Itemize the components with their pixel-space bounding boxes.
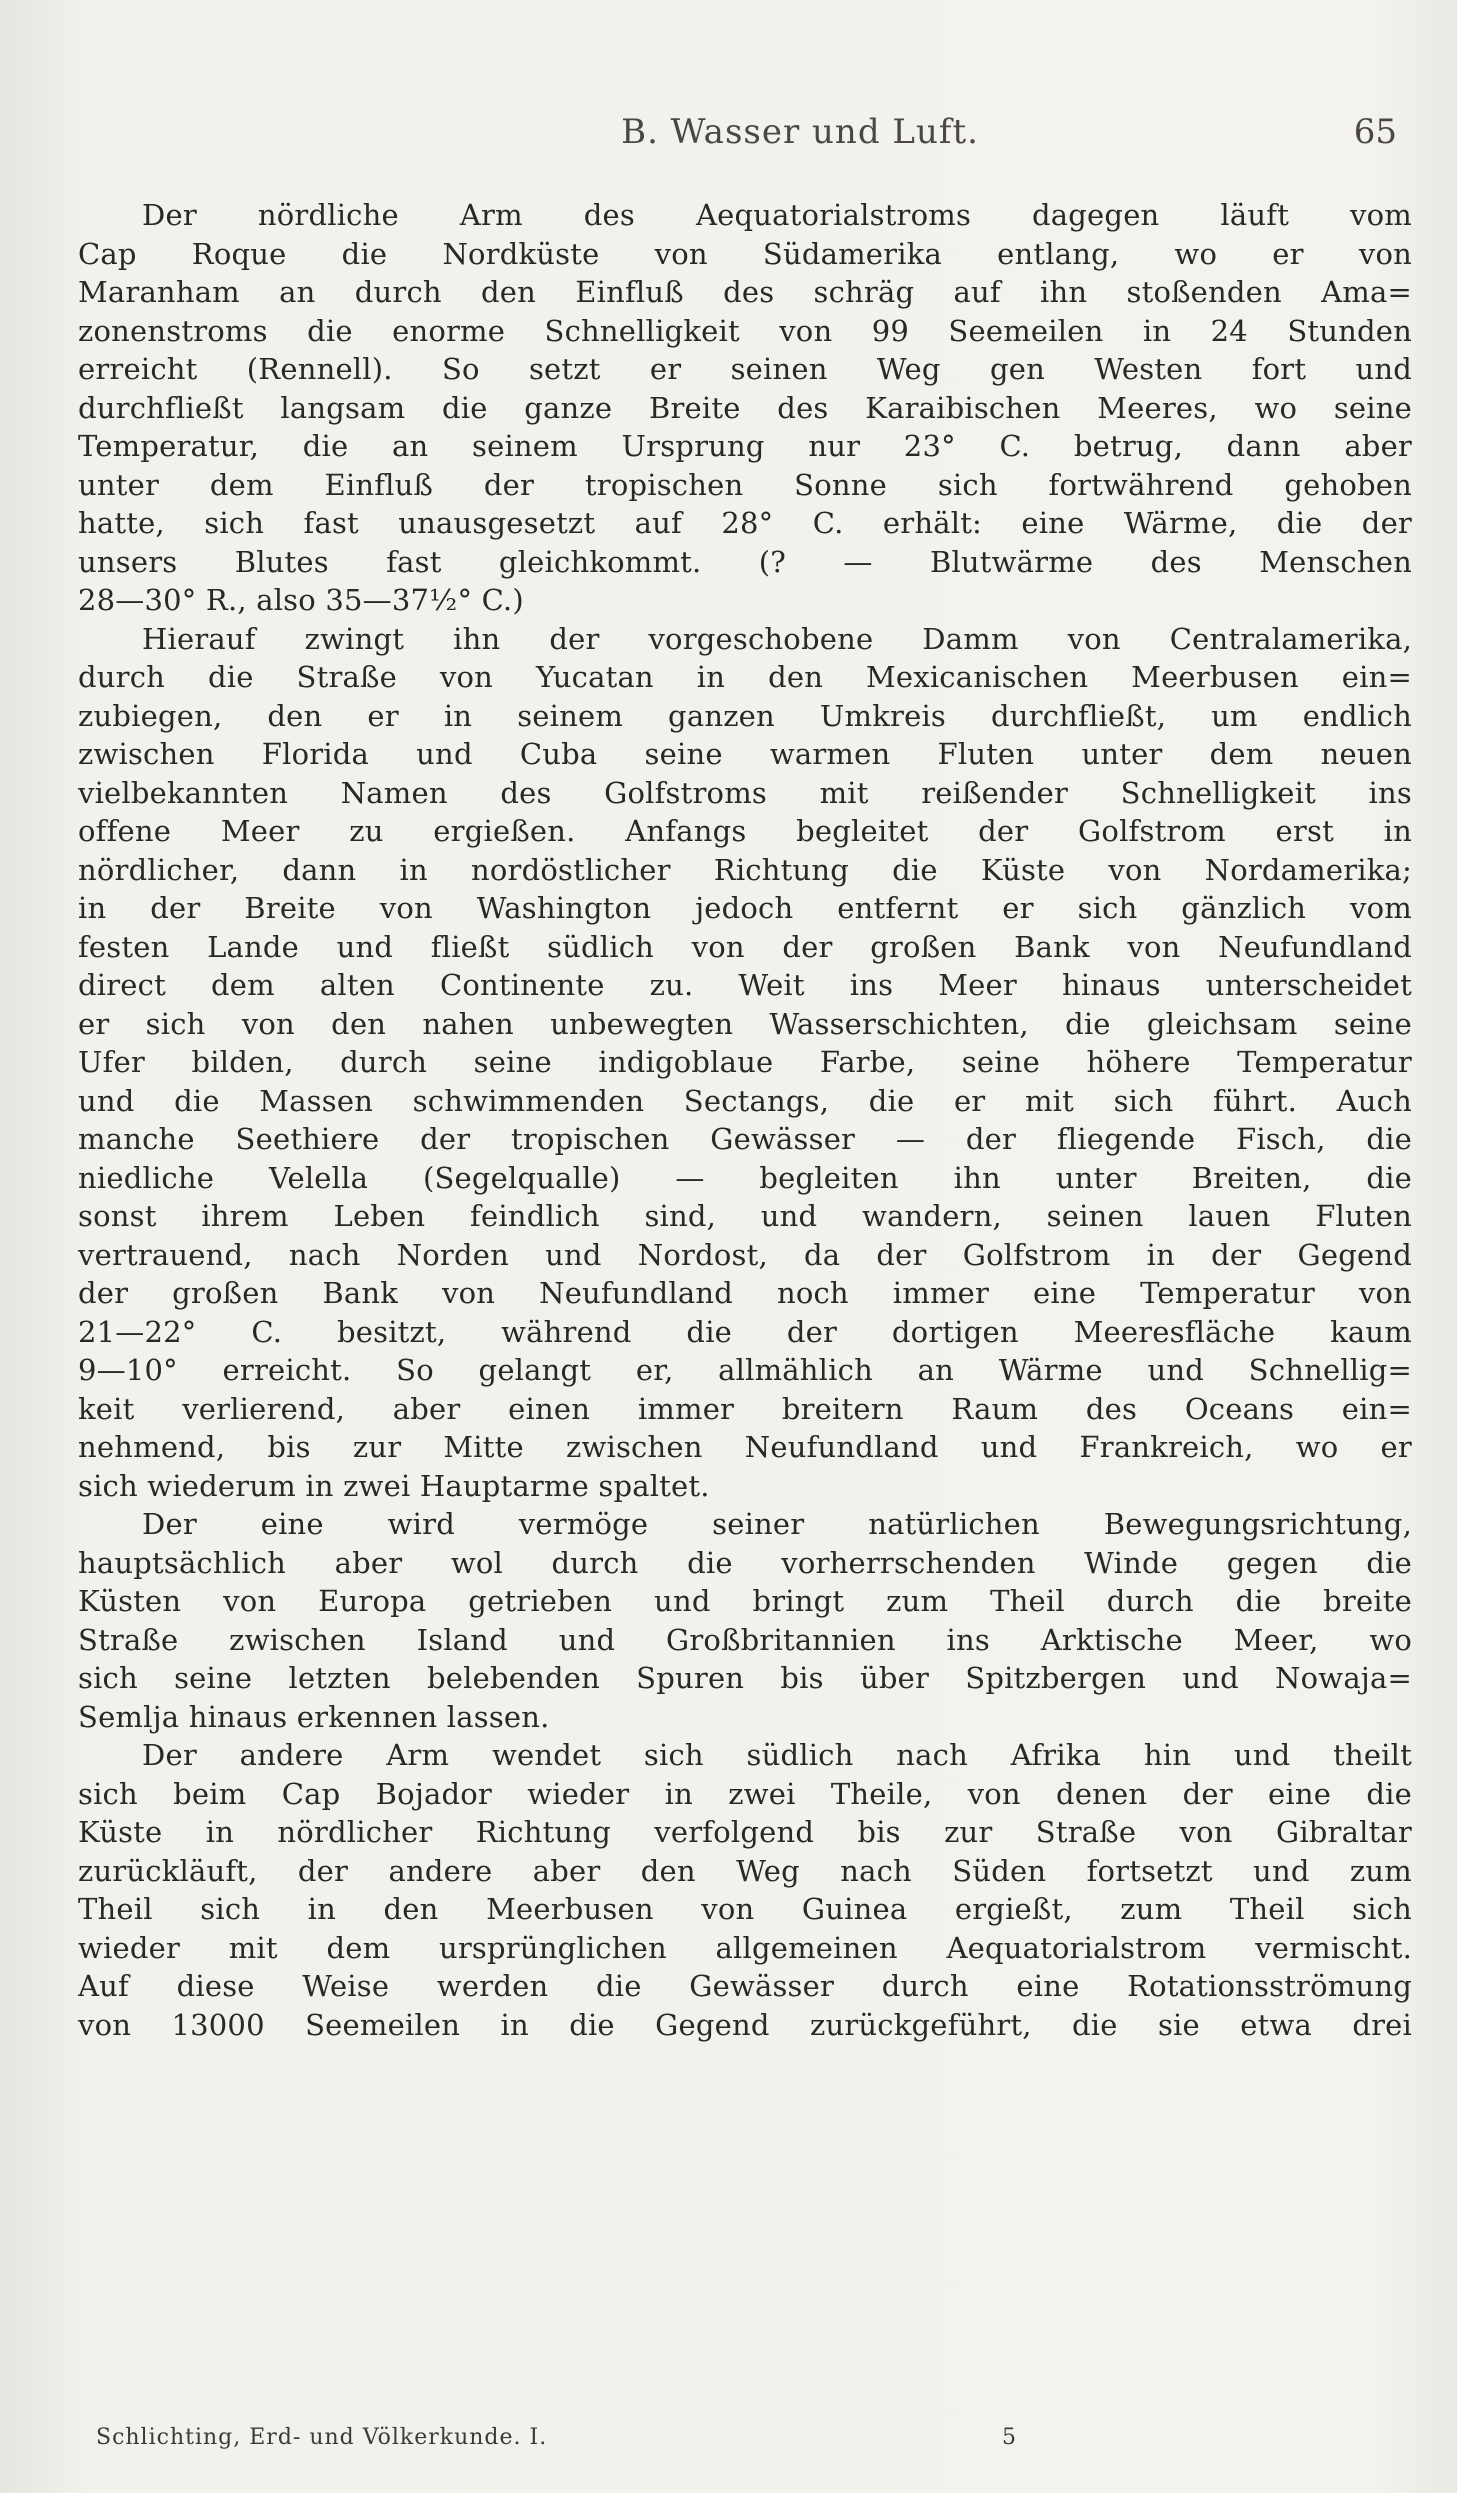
body-text [78,196,1412,2044]
text-line: 28—30° R., also 35—37½° C.) [78,583,524,617]
text-line: Hierauf zwingt ihn der vorgeschobene Damm von Centralamerika, [142,621,1412,656]
text-line: unter dem Einfluß der tropischen Sonne sich fortwährend gehoben [78,467,1412,502]
text-line: sich seine letzten belebenden Spuren bis über Spitzbergen und Nowaja= [78,1661,1412,1695]
text-line: Cap Roque die Nordküste von Südamerika entlang, wo er von [78,236,1412,271]
text-line: wieder mit dem ursprünglichen allgemeinen Aequatorialstrom vermischt. [78,1930,1412,1965]
text-line: von 13000 Seemeilen in die Gegend zurückgeführt, die sie etwa drei [78,2007,1412,2042]
text-line: zurückläuft, der andere aber den Weg nach Süden fortsetzt und zum [78,1853,1412,1888]
text-line: der großen Bank von Neufundland noch immer eine Temperatur von [78,1276,1412,1310]
text-line: Der andere Arm wendet sich südlich nach Afrika hin und theilt [142,1738,1412,1772]
text-line: durch die Straße von Yucatan in den Mexicanischen Meerbusen ein= [78,660,1412,694]
text-line: er sich von den nahen unbewegten Wasserschichten, die gleichsam seine [78,1006,1412,1041]
running-head: B. Wasser und Luft. [621,112,979,152]
text-line: Küsten von Europa getrieben und bringt zum Theil durch die breite [78,1584,1412,1618]
text-line: vielbekannten Namen des Golfstroms mit reißender Schnelligkeit ins [78,775,1412,810]
text-line: festen Lande und fließt südlich von der großen Bank von Neufundland [78,929,1412,964]
text-line: manche Seethiere der tropischen Gewässer — der fliegende Fisch, die [78,1122,1412,1156]
text-line: sonst ihrem Leben feindlich sind, und wandern, seinen lauen Fluten [78,1199,1412,1233]
text-line: hatte, sich fast unausgesetzt auf 28° C. erhält: eine Wärme, die der [78,506,1412,540]
text-line: Temperatur, die an seinem Ursprung nur 23° C. betrug, dann aber [78,429,1412,463]
text-line: 9—10° erreicht. So gelangt er, allmählich an Wärme und Schnellig= [78,1353,1412,1387]
text-line: 21—22° C. besitzt, während die der dortigen Meeresfläche kaum [78,1314,1412,1349]
text-line: Maranham an durch den Einfluß des schräg auf ihn stoßenden Ama= [78,275,1412,309]
text-line: hauptsächlich aber wol durch die vorherrschenden Winde gegen die [78,1545,1412,1580]
text-line: sich beim Cap Bojador wieder in zwei Theile, von denen der eine die [78,1776,1412,1811]
page-header [0,112,1457,162]
text-line: keit verlierend, aber einen immer breitern Raum des Oceans ein= [78,1391,1412,1426]
text-line: Küste in nördlicher Richtung verfolgend bis zur Straße von Gibraltar [78,1815,1412,1849]
text-line: in der Breite von Washington jedoch entfernt er sich gänzlich vom [78,891,1412,925]
text-line: erreicht (Rennell). So setzt er seinen Weg gen Westen fort und [78,352,1412,386]
text-line: vertrauend, nach Norden und Nordost, da der Golfstrom in der Gegend [78,1237,1412,1272]
text-line: sich wiederum in zwei Hauptarme spaltet. [78,1468,710,1503]
page-footer [0,2425,1457,2461]
text-line: zwischen Florida und Cuba seine warmen Fluten unter dem neuen [78,737,1412,771]
text-line: niedliche Velella (Segelqualle) — begleiten ihn unter Breiten, die [78,1160,1412,1195]
page-number: 65 [1353,112,1397,152]
text-line: direct dem alten Continente zu. Weit ins Meer hinaus unterscheidet [78,968,1412,1002]
text-line: unsers Blutes fast gleichkommt. (? — Blutwärme des Menschen [78,544,1412,579]
text-line: Ufer bilden, durch seine indigoblaue Farbe, seine höhere Temperatur [78,1045,1412,1079]
text-line: Der nördliche Arm des Aequatorialstroms dagegen läuft vom [142,198,1412,232]
text-line: zubiegen, den er in seinem ganzen Umkreis durchfließt, um endlich [78,698,1412,733]
text-line: Theil sich in den Meerbusen von Guinea ergießt, zum Theil sich [78,1892,1412,1926]
text-line: nördlicher, dann in nordöstlicher Richtung die Küste von Nordamerika; [78,852,1412,887]
text-line: Semlja hinaus erkennen lassen. [78,1699,550,1734]
text-line: offene Meer zu ergießen. Anfangs begleitet der Golfstrom erst in [78,814,1412,848]
signature-mark: 5 [1002,2425,1016,2450]
text-line: Auf diese Weise werden die Gewässer durch eine Rotationsströmung [78,1969,1412,2003]
text-line: zonenstroms die enorme Schnelligkeit von 99 Seemeilen in 24 Stunden [78,313,1412,348]
printer-signature: Schlichting, Erd- und Völkerkunde. I. [96,2425,548,2450]
text-line: nehmend, bis zur Mitte zwischen Neufundland und Frankreich, wo er [78,1430,1412,1464]
text-line: durchfließt langsam die ganze Breite des Karaibischen Meeres, wo seine [78,390,1412,425]
text-line: Straße zwischen Island und Großbritannien ins Arktische Meer, wo [78,1622,1412,1657]
text-line: Der eine wird vermöge seiner natürlichen Bewegungsrichtung, [142,1507,1412,1541]
text-line: und die Massen schwimmenden Sectangs, die er mit sich führt. Auch [78,1083,1412,1118]
